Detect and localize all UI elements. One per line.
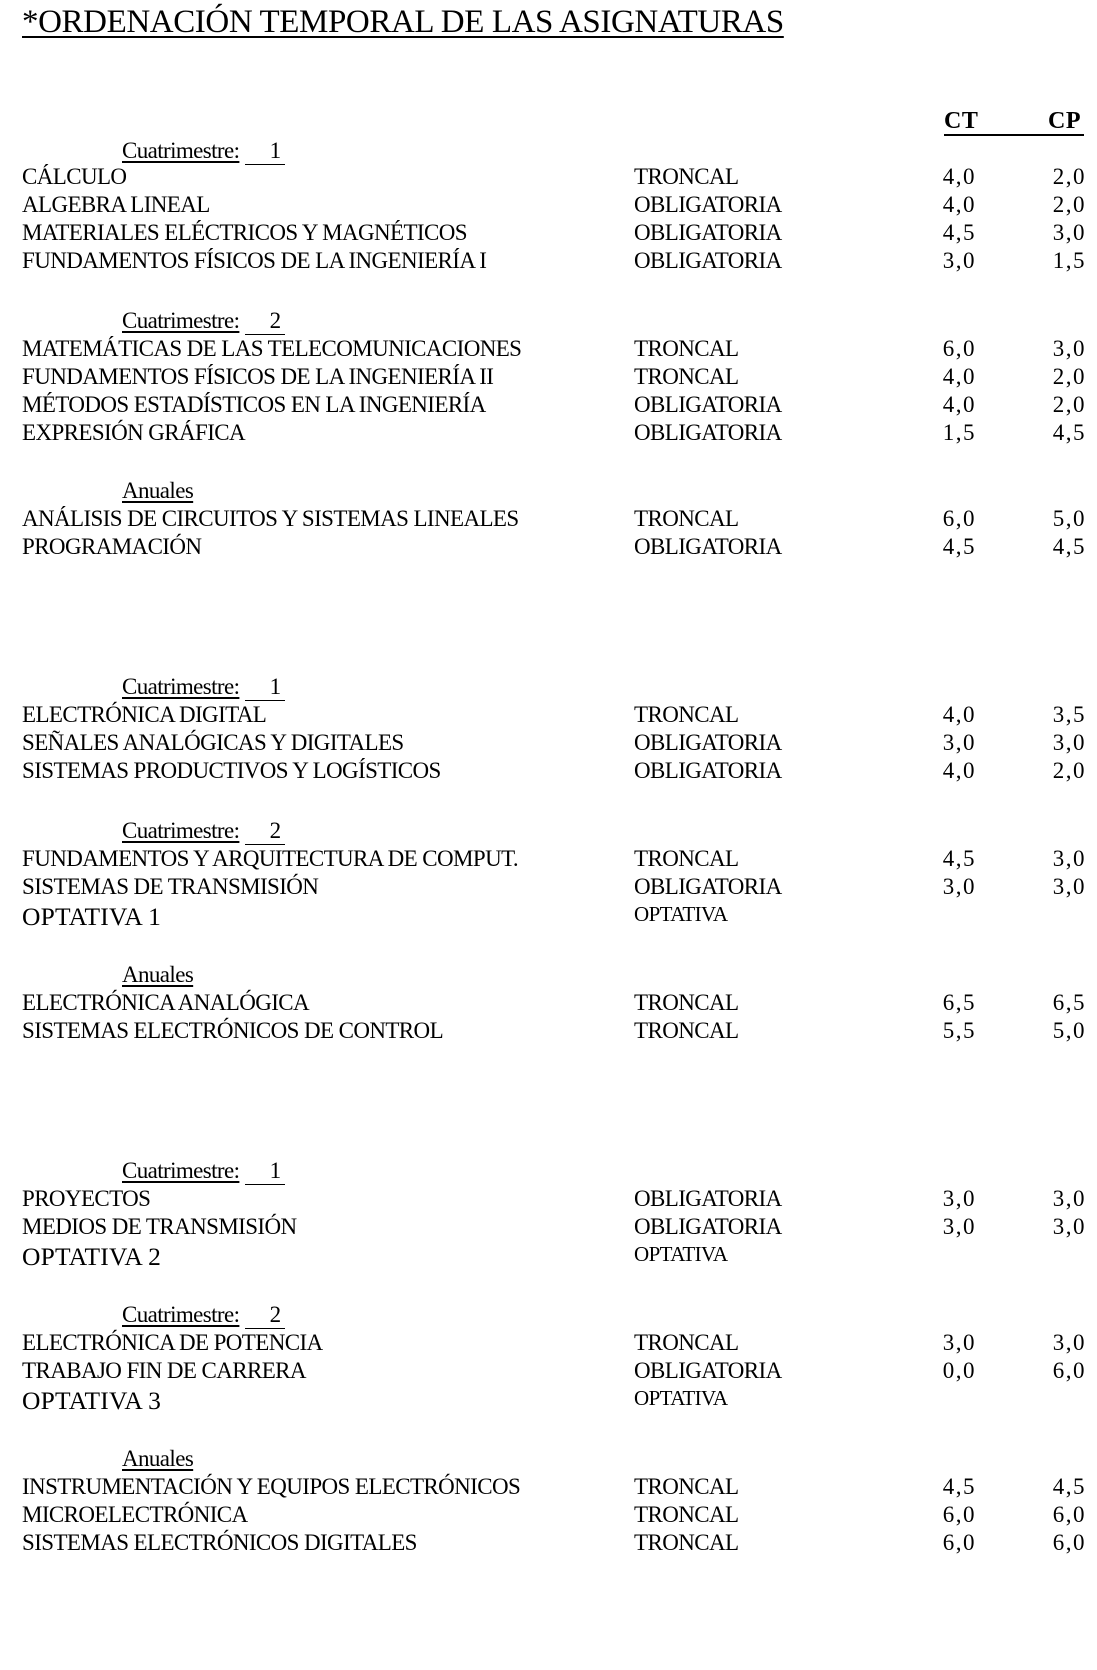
ct-credits: 4,0: [942, 702, 976, 727]
section-heading: [122, 818, 285, 845]
cp-credits: 6,0: [1052, 1502, 1086, 1527]
cp-credits: 6,0: [1052, 1530, 1086, 1555]
subject-type: TRONCAL: [634, 364, 739, 389]
subject-row: [0, 534, 1097, 564]
ct-credits: 4,5: [942, 534, 976, 559]
subject-row: [0, 846, 1097, 876]
subject-type: OBLIGATORIA: [634, 392, 782, 417]
subject-row: [0, 902, 1097, 932]
subject-name: TRABAJO FIN DE CARRERA: [22, 1358, 306, 1383]
column-header-ct: CT: [944, 108, 979, 134]
cp-credits: 3,0: [1052, 874, 1086, 899]
subject-row: [0, 1530, 1097, 1560]
subject-name: ELECTRÓNICA DE POTENCIA: [22, 1330, 323, 1355]
subject-type: TRONCAL: [634, 506, 739, 531]
subject-type: OPTATIVA: [634, 902, 728, 926]
subject-type: TRONCAL: [634, 1474, 739, 1499]
cp-credits: 3,0: [1052, 1186, 1086, 1211]
cp-credits: 5,0: [1052, 1018, 1086, 1043]
cp-credits: 3,0: [1052, 846, 1086, 871]
subject-name: PROYECTOS: [22, 1186, 151, 1211]
ct-credits: 3,0: [942, 1214, 976, 1239]
subject-type: OBLIGATORIA: [634, 1186, 782, 1211]
subject-name: SISTEMAS ELECTRÓNICOS DIGITALES: [22, 1530, 417, 1555]
subject-name: MATERIALES ELÉCTRICOS Y MAGNÉTICOS: [22, 220, 467, 245]
cp-credits: 3,0: [1052, 220, 1086, 245]
ct-credits: 0,0: [942, 1358, 976, 1383]
subject-type: OBLIGATORIA: [634, 192, 782, 217]
ct-credits: 4,0: [942, 758, 976, 783]
ct-credits: 3,0: [942, 1186, 976, 1211]
ct-credits: 4,5: [942, 220, 976, 245]
subject-row: [0, 1186, 1097, 1216]
cp-credits: 4,5: [1052, 534, 1086, 559]
section-number: 2: [245, 818, 285, 845]
subject-row: [0, 192, 1097, 222]
section-number: 2: [245, 308, 285, 335]
subject-row: [0, 420, 1097, 450]
ct-credits: 4,0: [942, 192, 976, 217]
cp-credits: 4,5: [1052, 420, 1086, 445]
subject-name: MEDIOS DE TRANSMISIÓN: [22, 1214, 297, 1239]
column-header-cp: CP: [1048, 108, 1081, 134]
section-label: Cuatrimestre:: [122, 138, 240, 163]
subject-type: OBLIGATORIA: [634, 730, 782, 755]
ct-credits: 3,0: [942, 874, 976, 899]
ct-credits: 4,0: [942, 392, 976, 417]
section-heading: [122, 1158, 285, 1185]
section-number: 1: [245, 138, 285, 165]
subject-name: ANÁLISIS DE CIRCUITOS Y SISTEMAS LINEALES: [22, 506, 519, 531]
subject-row: [0, 392, 1097, 422]
section-label: Anuales: [122, 478, 194, 503]
subject-name: FUNDAMENTOS FÍSICOS DE LA INGENIERÍA I: [22, 248, 487, 273]
section-label: Anuales: [122, 962, 194, 987]
subject-row: [0, 1330, 1097, 1360]
section-heading: [122, 138, 285, 165]
ct-credits: 5,5: [942, 1018, 976, 1043]
cp-credits: 6,0: [1052, 1358, 1086, 1383]
subject-name: ELECTRÓNICA DIGITAL: [22, 702, 267, 727]
subject-type: OBLIGATORIA: [634, 874, 782, 899]
ct-credits: 6,0: [942, 336, 976, 361]
ct-credits: 6,0: [942, 1530, 976, 1555]
section-number: 1: [245, 1158, 285, 1185]
cp-credits: 3,5: [1052, 702, 1086, 727]
column-header-rule: [944, 134, 1084, 136]
subject-name: PROGRAMACIÓN: [22, 534, 202, 559]
ct-credits: 4,5: [942, 846, 976, 871]
subject-row: [0, 336, 1097, 366]
section-number: 2: [245, 1302, 285, 1329]
page-title: *ORDENACIÓN TEMPORAL DE LAS ASIGNATURAS: [22, 4, 784, 40]
cp-credits: 4,5: [1052, 1474, 1086, 1499]
section-number: 1: [245, 674, 285, 701]
section-label: Cuatrimestre:: [122, 818, 240, 843]
subject-name: SISTEMAS DE TRANSMISIÓN: [22, 874, 319, 899]
subject-type: TRONCAL: [634, 1330, 739, 1355]
subject-row: [0, 220, 1097, 250]
subject-row: [0, 1242, 1097, 1272]
subject-type: OBLIGATORIA: [634, 1358, 782, 1383]
subject-row: [0, 1386, 1097, 1416]
section-heading: [122, 478, 193, 504]
subject-name: MICROELECTRÓNICA: [22, 1502, 248, 1527]
section-heading: [122, 1302, 285, 1329]
subject-type: TRONCAL: [634, 336, 739, 361]
subject-row: [0, 874, 1097, 904]
subject-type: TRONCAL: [634, 846, 739, 871]
subject-name: INSTRUMENTACIÓN Y EQUIPOS ELECTRÓNICOS: [22, 1474, 521, 1499]
subject-name: ALGEBRA LINEAL: [22, 192, 210, 217]
ct-credits: 6,0: [942, 506, 976, 531]
subject-type: OBLIGATORIA: [634, 248, 782, 273]
ct-credits: 4,0: [942, 164, 976, 189]
section-heading: [122, 308, 285, 335]
cp-credits: 3,0: [1052, 336, 1086, 361]
section-heading: [122, 674, 285, 701]
ct-credits: 4,5: [942, 1474, 976, 1499]
subject-name: OPTATIVA 3: [22, 1386, 162, 1415]
ct-credits: 4,0: [942, 364, 976, 389]
subject-row: [0, 730, 1097, 760]
section-label: Cuatrimestre:: [122, 1302, 240, 1327]
subject-type: TRONCAL: [634, 1018, 739, 1043]
subject-row: [0, 164, 1097, 194]
cp-credits: 2,0: [1052, 364, 1086, 389]
section-heading: [122, 1446, 193, 1472]
subject-name: MATEMÁTICAS DE LAS TELECOMUNICACIONES: [22, 336, 522, 361]
subject-type: TRONCAL: [634, 990, 739, 1015]
subject-type: TRONCAL: [634, 1530, 739, 1555]
subject-row: [0, 364, 1097, 394]
subject-type: OPTATIVA: [634, 1242, 728, 1266]
section-label: Anuales: [122, 1446, 194, 1471]
subject-name: EXPRESIÓN GRÁFICA: [22, 420, 246, 445]
ct-credits: 3,0: [942, 248, 976, 273]
subject-name: FUNDAMENTOS FÍSICOS DE LA INGENIERÍA II: [22, 364, 494, 389]
subject-row: [0, 702, 1097, 732]
subject-name: SISTEMAS ELECTRÓNICOS DE CONTROL: [22, 1018, 444, 1043]
subject-name: SISTEMAS PRODUCTIVOS Y LOGÍSTICOS: [22, 758, 441, 783]
section-label: Cuatrimestre:: [122, 674, 240, 699]
cp-credits: 2,0: [1052, 758, 1086, 783]
cp-credits: 1,5: [1052, 248, 1086, 273]
cp-credits: 3,0: [1052, 1330, 1086, 1355]
subject-type: TRONCAL: [634, 702, 739, 727]
subject-name: ELECTRÓNICA ANALÓGICA: [22, 990, 310, 1015]
cp-credits: 2,0: [1052, 192, 1086, 217]
cp-credits: 2,0: [1052, 392, 1086, 417]
subject-name: MÉTODOS ESTADÍSTICOS EN LA INGENIERÍA: [22, 392, 486, 417]
subject-name: SEÑALES ANALÓGICAS Y DIGITALES: [22, 730, 404, 755]
cp-credits: 2,0: [1052, 164, 1086, 189]
subject-row: [0, 758, 1097, 788]
subject-type: OBLIGATORIA: [634, 534, 782, 559]
subject-type: OBLIGATORIA: [634, 420, 782, 445]
subject-row: [0, 248, 1097, 278]
subject-type: OPTATIVA: [634, 1386, 728, 1410]
section-heading: [122, 962, 193, 988]
ct-credits: 6,5: [942, 990, 976, 1015]
section-label: Cuatrimestre:: [122, 1158, 240, 1183]
cp-credits: 6,5: [1052, 990, 1086, 1015]
ct-credits: 1,5: [942, 420, 976, 445]
ct-credits: 3,0: [942, 730, 976, 755]
subject-row: [0, 1018, 1097, 1048]
subject-type: OBLIGATORIA: [634, 758, 782, 783]
subject-type: OBLIGATORIA: [634, 1214, 782, 1239]
cp-credits: 3,0: [1052, 730, 1086, 755]
subject-row: [0, 1214, 1097, 1244]
subject-name: CÁLCULO: [22, 164, 127, 189]
subject-type: TRONCAL: [634, 164, 739, 189]
subject-row: [0, 1502, 1097, 1532]
subject-row: [0, 1358, 1097, 1388]
subject-name: OPTATIVA 1: [22, 902, 162, 931]
cp-credits: 3,0: [1052, 1214, 1086, 1239]
subject-name: OPTATIVA 2: [22, 1242, 162, 1271]
subject-row: [0, 1474, 1097, 1504]
cp-credits: 5,0: [1052, 506, 1086, 531]
subject-row: [0, 990, 1097, 1020]
section-label: Cuatrimestre:: [122, 308, 240, 333]
ct-credits: 3,0: [942, 1330, 976, 1355]
ct-credits: 6,0: [942, 1502, 976, 1527]
subject-row: [0, 506, 1097, 536]
subject-type: TRONCAL: [634, 1502, 739, 1527]
subject-name: FUNDAMENTOS Y ARQUITECTURA DE COMPUT.: [22, 846, 518, 871]
subject-type: OBLIGATORIA: [634, 220, 782, 245]
